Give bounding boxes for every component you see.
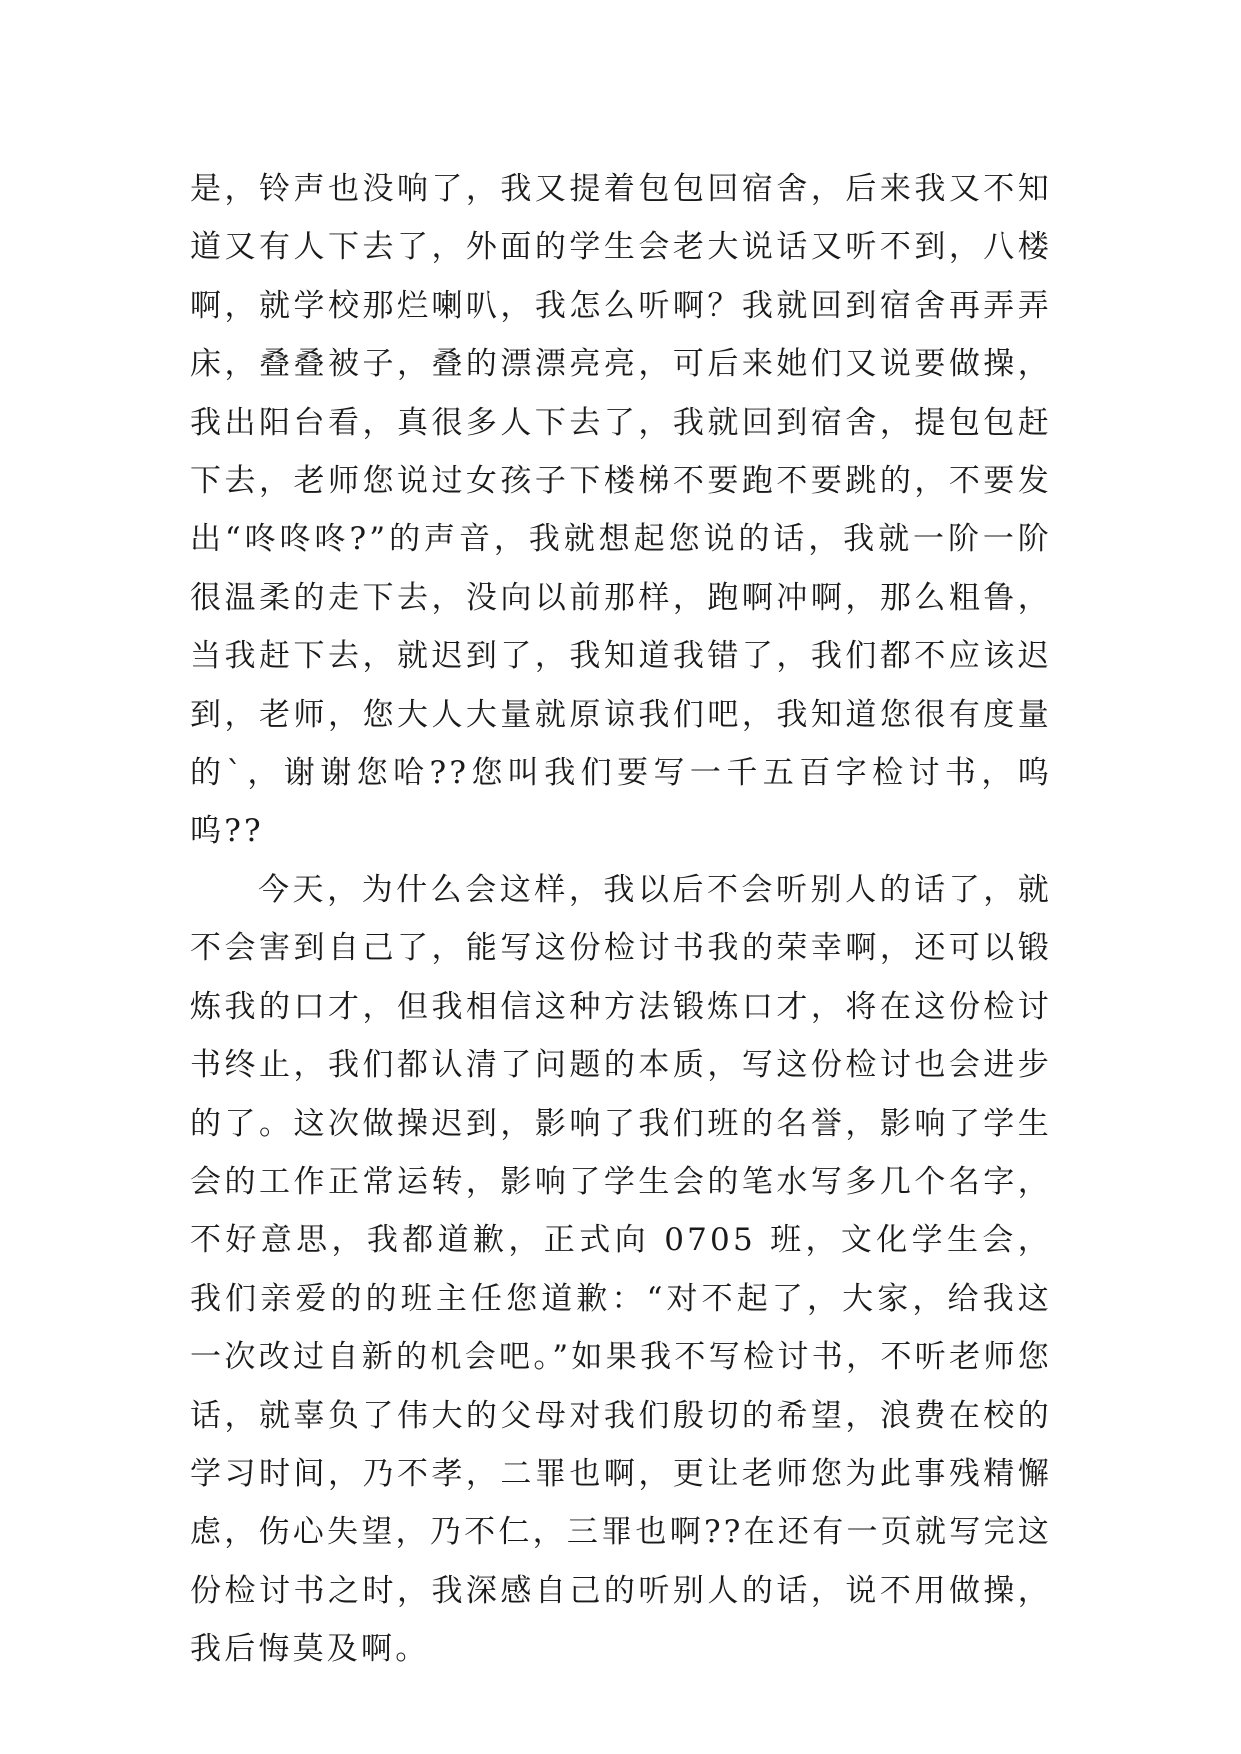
paragraph-1: 是，铃声也没响了，我又提着包包回宿舍，后来我又不知道又有人下去了，外面的学生会老大说话又听不到，八楼啊，就学校那烂喇叭，我怎么听啊？我就回到宿舍再弄弄床，叠叠被子，叠的漂漂亮亮，可后来她们又说要做操，我出阳台看，真很多人下去了，我就回到宿舍，提包包赶下去，老师您说过女孩子下楼梯不要跑不要跳的，不要发出“咚咚咚?”的声音，我就想起您说的话，我就一阶一阶很温柔的走下去，没向以前那样，跑啊冲啊，那么粗鲁，当我赶下去，就迟到了，我知道我错了，我们都不应该迟到，老师，您大人大量就原谅我们吧，我知道您很有度量的`，谢谢您哈??您叫我们要写一千五百字检讨书，呜呜?? [190,171,1052,850]
paragraph-2: 今天，为什么会这样，我以后不会听别人的话了，就不会害到自己了，能写这份检讨书我的荣幸啊，还可以锻炼我的口才，但我相信这种方法锻炼口才，将在这份检讨书终止，我们都认清了问题的本质，写这份检讨也会进步的了。这次做操迟到，影响了我们班的名誉，影响了学生会的工作正常运转，影响了学生会的笔水写多几个名字，不好意思，我都道歉，正式向 0705 班，文化学生会，我们亲爱的的班主任您道歉：“对不起了，大家，给我这一次改过自新的机会吧。”如果我不写检讨书，不听老师您话，就辜负了伟大的父母对我们殷切的希望，浪费在校的学习时间，乃不孝，二罪也啊，更让老师您为此事残精懈虑，伤心失望，乃不仁，三罪也啊??在还有一页就写完这份检讨书之时，我深感自己的听别人的话，说不用做操，我后悔莫及啊。 [190,871,1052,1668]
document-body [190,160,1052,1679]
